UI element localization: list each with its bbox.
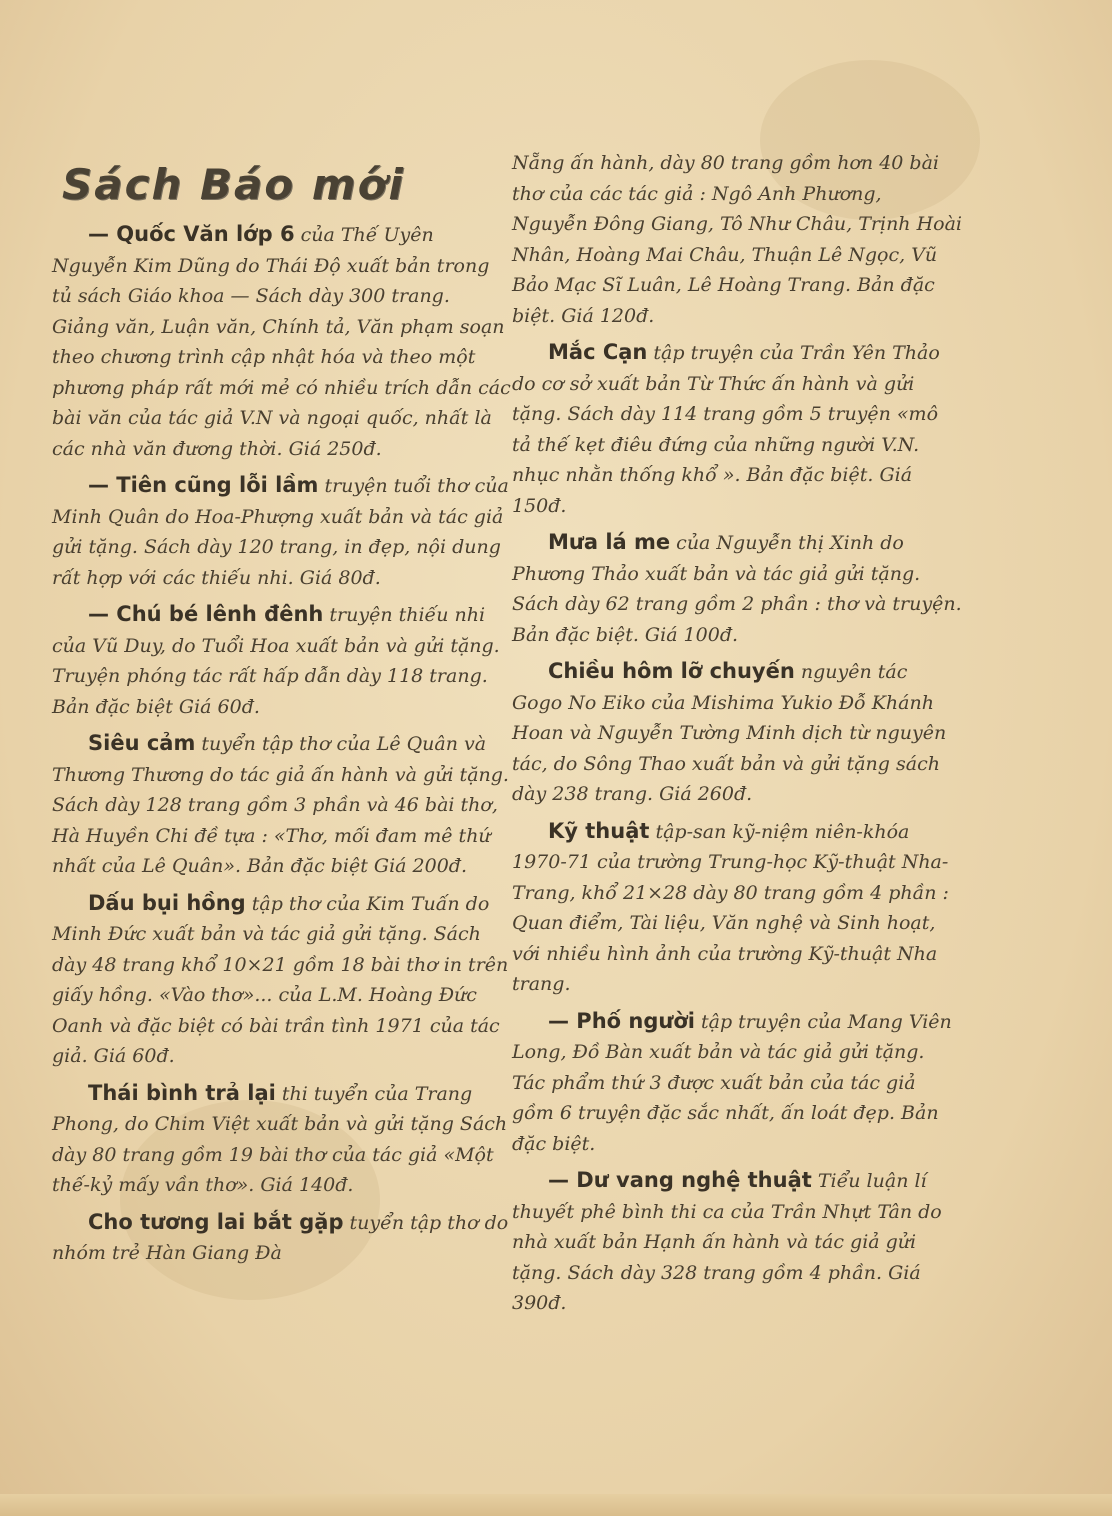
book-entry xyxy=(512,1165,962,1319)
left-column xyxy=(52,150,512,1275)
book-title: Siêu cảm xyxy=(88,731,196,755)
book-title: Thái bình trả lại xyxy=(88,1080,276,1105)
book-entry xyxy=(512,527,962,650)
book-title: — Dư vang nghệ thuật xyxy=(548,1168,812,1192)
book-description: tập thơ của Kim Tuấn do Minh Đức xuất bản và tác giả gửi tặng. Sách dày 48 trang khổ 10×21 gồm 18 bài thơ in trên giấy hồng. «Vào thơ»... của L.M. Hoàng Đức Oanh và đặc biệt có bài trần tình 1971 của tác giả. Giá 60đ. xyxy=(52,892,509,1067)
book-title: Mắc Cạn xyxy=(548,340,648,364)
book-description: tập-san kỹ-niệm niên-khóa 1970-71 của trường Trung-học Kỹ-thuật Nha-Trang, khổ 21×28 dày 80 trang gồm 4 phần : Quan điểm, Tài liệu, Văn nghệ và Sinh hoạt, với nhiều hình ảnh của trường Kỹ-thuật Nha trang. xyxy=(512,820,949,995)
section-heading: Sách Báo mới xyxy=(62,160,405,209)
book-title: Chiều hôm lỡ chuyến xyxy=(548,659,795,683)
book-entry xyxy=(512,337,962,521)
book-entry xyxy=(52,728,512,882)
right-column xyxy=(512,148,962,1325)
book-description: nguyên tác Gogo No Eiko của Mishima Yukio Đỗ Khánh Hoan và Nguyễn Tường Minh dịch từ nguyên tác, do Sông Thao xuất bản và gửi tặng sách dày 238 trang. Giá 260đ. xyxy=(512,661,947,805)
book-entry xyxy=(52,1207,512,1269)
book-description: thi tuyển của Trang Phong, do Chim Việt xuất bản và gửi tặng Sách dày 80 trang gồm 19 bài thơ của tác giả «Một thế-kỷ mấy vần thơ». Giá 140đ. xyxy=(52,1082,508,1196)
book-entry xyxy=(52,219,512,464)
book-description: tập truyện của Trần Yên Thảo do cơ sở xuất bản Từ Thức ấn hành và gửi tặng. Sách dày 114 trang gồm 5 truyện «mô tả thế kẹt điêu đứng của những người V.N. nhục nhằn thống khổ ». Bản đặc biệt. Giá 150đ. xyxy=(512,342,940,517)
continued-entry: Nẵng ấn hành, dày 80 trang gồm hơn 40 bài thơ của các tác giả : Ngô Anh Phương, Nguyễn Đông Giang, Tô Như Châu, Trịnh Hoài Nhân, Hoàng Mai Châu, Thuận Lê Ngọc, Vũ Bảo Mạc Sĩ Luân, Lê Hoàng Trang. Bản đặc biệt. Giá 120đ. xyxy=(512,152,962,327)
book-entry xyxy=(52,599,512,722)
book-title: — Tiên cũng lỗi lầm xyxy=(88,473,319,497)
book-title: Cho tương lai bắt gặp xyxy=(88,1209,344,1234)
book-title: Kỹ thuật xyxy=(548,818,650,843)
book-title: — Phố người xyxy=(548,1008,695,1033)
book-entry xyxy=(52,888,512,1072)
book-title: Dấu bụi hồng xyxy=(88,890,246,915)
book-entry xyxy=(512,1006,962,1160)
book-description: truyện thiếu nhi của Vũ Duy, do Tuổi Hoa xuất bản và gửi tặng. Truyện phóng tác rất hấp dẫn dày 118 trang. Bản đặc biệt Giá 60đ. xyxy=(52,604,500,718)
book-description: tuyển tập thơ do nhóm trẻ Hàn Giang Đà xyxy=(52,1211,509,1264)
page-bottom-edge xyxy=(0,1494,1112,1516)
book-entry xyxy=(512,816,962,1000)
book-title: — Chú bé lênh đênh xyxy=(88,602,324,626)
book-title: — Quốc Văn lớp 6 xyxy=(88,222,295,246)
book-entry xyxy=(512,656,962,810)
book-description: truyện tuổi thơ của Minh Quân do Hoa-Phượng xuất bản và tác giả gửi tặng. Sách dày 120 trang, in đẹp, nội dung rất hợp với các thiếu nhi. Giá 80đ. xyxy=(52,475,509,589)
book-entry xyxy=(52,1078,512,1201)
book-description: Tiểu luận lí thuyết phê bình thi ca của Trần Nhựt Tân do nhà xuất bản Hạnh ấn hành và tác giả gửi tặng. Sách dày 328 trang gồm 4 phần. Giá 390đ. xyxy=(512,1170,942,1314)
book-title: Mưa lá me xyxy=(548,530,671,554)
book-description: của Thế Uyên Nguyễn Kim Dũng do Thái Độ xuất bản trong tủ sách Giáo khoa — Sách dày 300 trang. Giảng văn, Luận văn, Chính tả, Văn phạm soạn theo chương trình cập nhật hóa và theo một phương pháp rất mới mẻ có nhiều trích dẫn các bài văn của tác giả V.N và ngoại quốc, nhất là các nhà văn đương thời. Giá 250đ. xyxy=(52,224,511,460)
book-entry xyxy=(52,470,512,593)
book-description: tuyển tập thơ của Lê Quân và Thương Thương do tác giả ấn hành và gửi tặng. Sách dày 128 trang gồm 3 phần và 46 bài thơ, Hà Huyền Chi đề tựa : «Thơ, mối đam mê thứ nhất của Lê Quân». Bản đặc biệt Giá 200đ. xyxy=(52,733,509,877)
book-description: của Nguyễn thị Xinh do Phương Thảo xuất bản và tác giả gửi tặng. Sách dày 62 trang gồm 2 phần : thơ và truyện. Bản đặc biệt. Giá 100đ. xyxy=(512,532,962,646)
book-description: tập truyện của Mang Viên Long, Đồ Bàn xuất bản và tác giả gửi tặng. Tác phẩm thứ 3 được xuất bản của tác giả gồm 6 truyện đặc sắc nhất, ấn loát đẹp. Bản đặc biệt. xyxy=(512,1010,952,1155)
